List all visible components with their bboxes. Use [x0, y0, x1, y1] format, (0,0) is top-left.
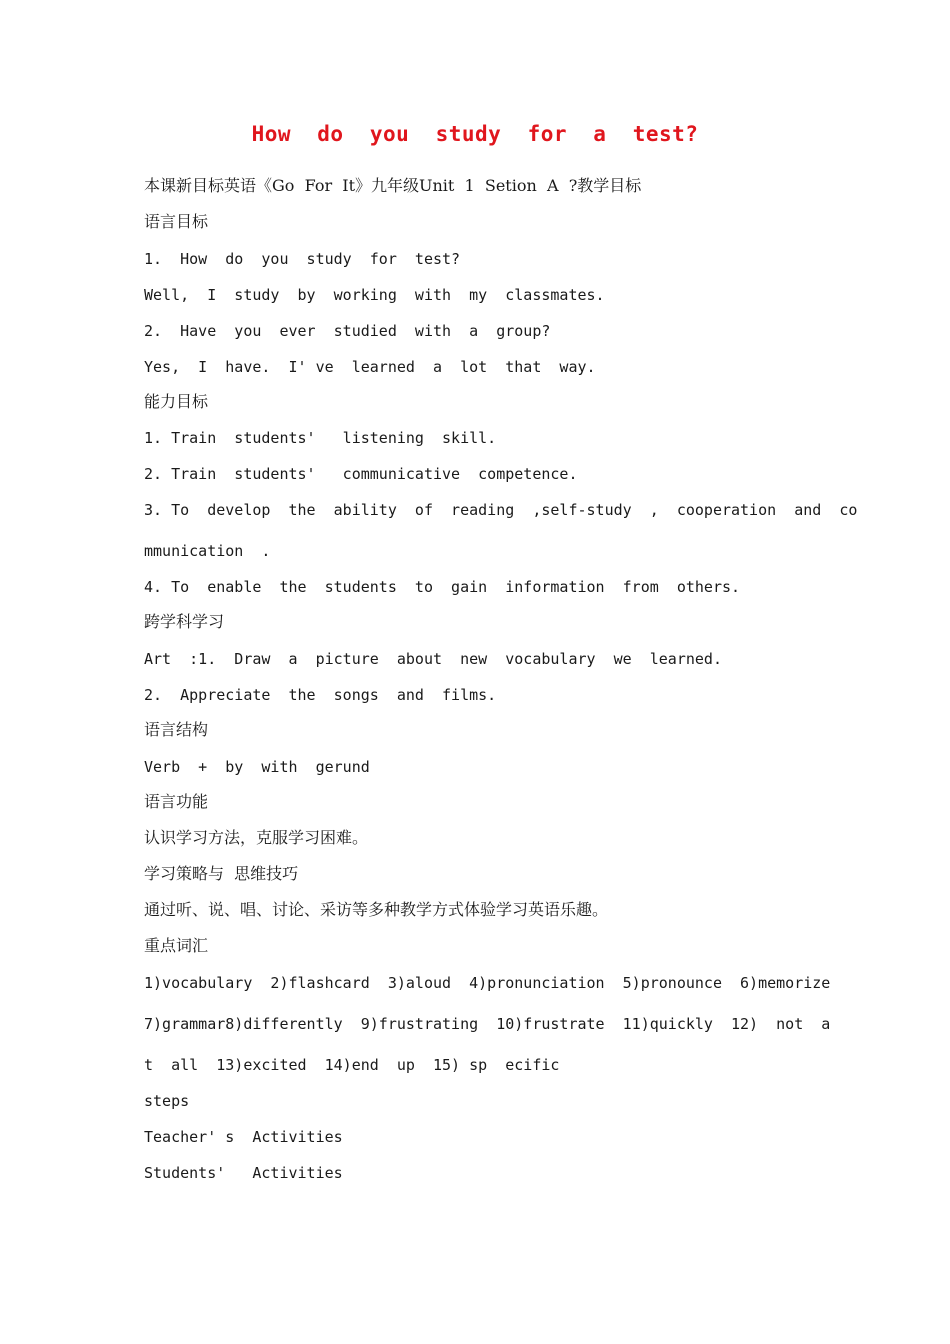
ability-goal-line: 3. To develop the ability of reading ,self-study , cooperation and co	[144, 501, 858, 519]
language-goal-line: Well, I study by working with my classmates.	[144, 286, 605, 304]
document-title: How do you study for a test?	[251, 122, 699, 146]
ability-goal-line: 1. Train students' listening skill.	[144, 429, 497, 447]
heading-language-structure: 语言结构	[144, 720, 209, 739]
vocab-line: 1)vocabulary 2)flashcard 3)aloud 4)pronunciation 5)pronounce 6)memorize	[144, 974, 831, 992]
heading-ability-goals: 能力目标	[144, 392, 209, 411]
students-activities-line: Students' Activities	[144, 1164, 343, 1182]
cross-subject-line: 2. Appreciate the songs and films.	[144, 686, 497, 704]
cross-subject-line: Art :1. Draw a picture about new vocabulary we learned.	[144, 650, 722, 668]
language-goal-line: 2. Have you ever studied with a group?	[144, 322, 551, 340]
steps-line: steps	[144, 1092, 190, 1110]
ability-goal-line: mmunication .	[144, 542, 271, 560]
teacher-activities-line: Teacher' s Activities	[144, 1128, 343, 1146]
structure-line: Verb + by with gerund	[144, 758, 370, 776]
intro-line: 本课新目标英语《Go For It》九年级Unit 1 Setion A ?教学目标	[144, 176, 642, 195]
strategy-line: 通过听、说、唱、讨论、采访等多种教学方式体验学习英语乐趣。	[144, 900, 609, 919]
ability-goal-line: 4. To enable the students to gain information from others.	[144, 578, 741, 596]
heading-language-goals: 语言目标	[144, 212, 209, 231]
heading-key-vocab: 重点词汇	[144, 936, 209, 955]
heading-strategies: 学习策略与 思维技巧	[144, 864, 299, 883]
heading-language-function: 语言功能	[144, 792, 209, 811]
heading-cross-subject: 跨学科学习	[144, 612, 225, 631]
vocab-line: t all 13)excited 14)end up 15) sp ecific	[144, 1056, 560, 1074]
function-line: 认识学习方法，克服学习困难。	[144, 828, 369, 847]
ability-goal-line: 2. Train students' communicative competence.	[144, 465, 578, 483]
vocab-line: 7)grammar8)differently 9)frustrating 10)frustrate 11)quickly 12) not a	[144, 1015, 831, 1033]
language-goal-line: Yes, I have. I' ve learned a lot that way.	[144, 358, 596, 376]
language-goal-line: 1. How do you study for test?	[144, 250, 461, 268]
